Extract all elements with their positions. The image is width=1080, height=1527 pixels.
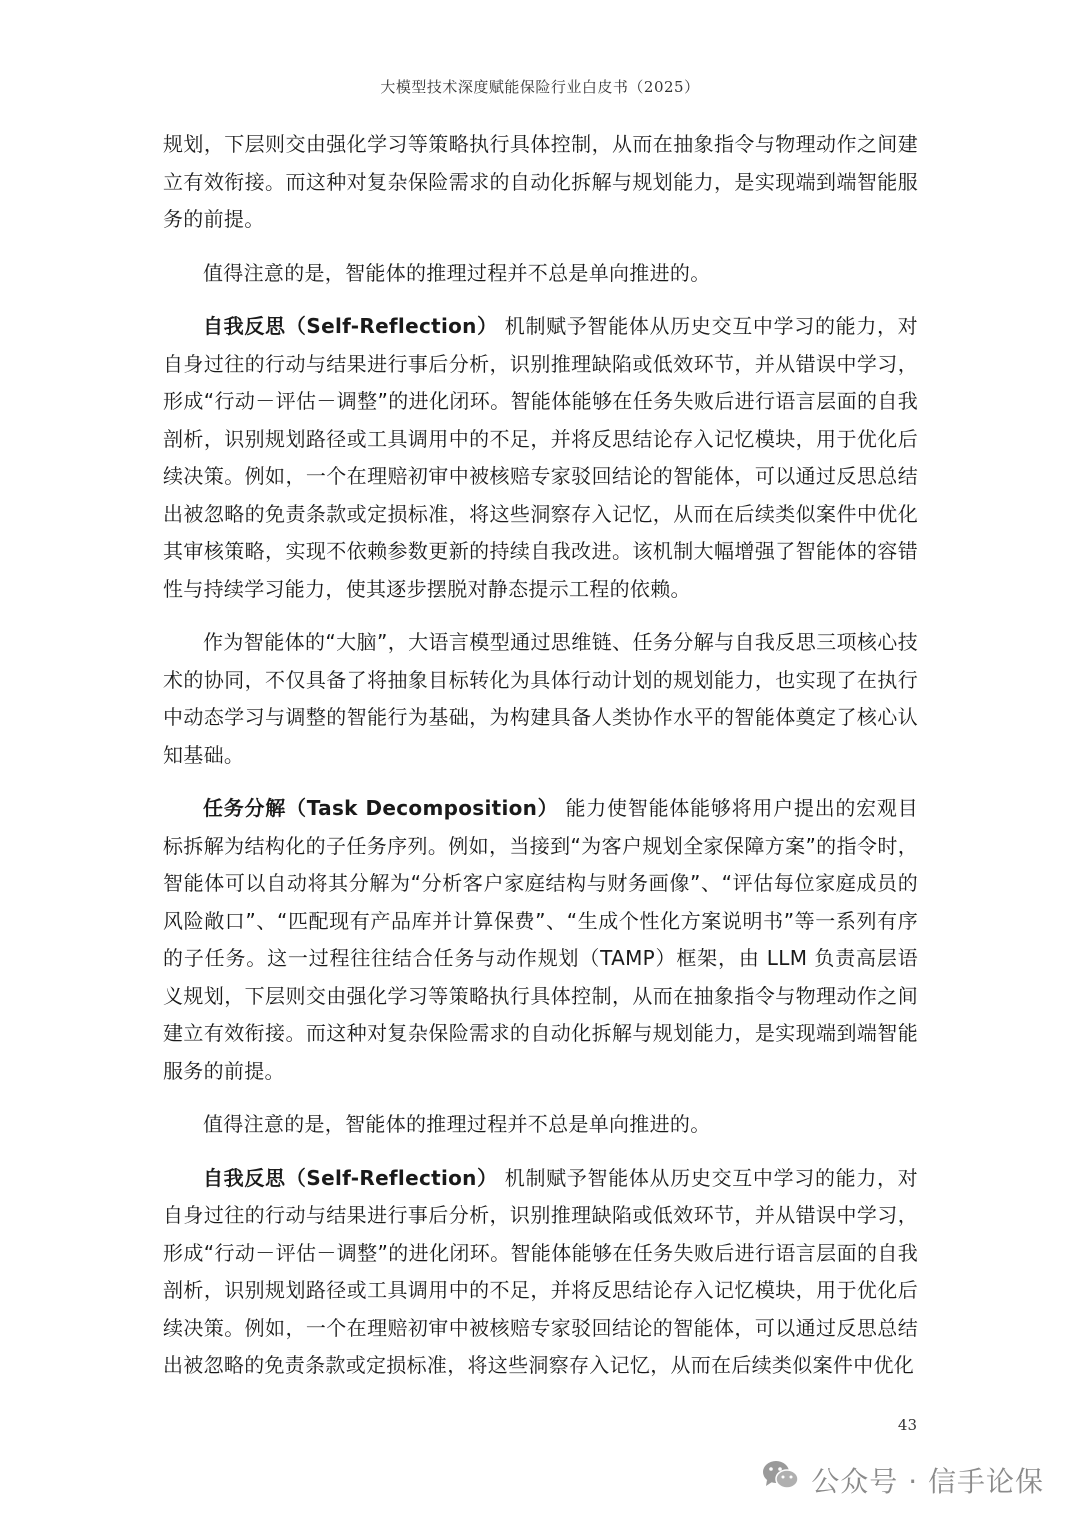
paragraph-text: 规划，下层则交由强化学习等策略执行具体控制，从而在抽象指令与物理动作之间建立有效衔接。而这种对复杂保险需求的自动化拆解与规划能力，是实现端到端智能服务的前提。 xyxy=(163,132,918,231)
term-heading: 任务分解（Task Decomposition） xyxy=(203,796,559,820)
paragraph-text: 作为智能体的“大脑”，大语言模型通过思维链、任务分解与自我反思三项核心技术的协同，不仅具备了将抽象目标转化为具体行动计划的规划能力，也实现了在执行中动态学习与调整的智能行为基础，为构建具备人类协作水平的智能体奠定了核心认知基础。 xyxy=(163,630,918,767)
paragraph xyxy=(163,308,918,608)
paragraph xyxy=(163,624,918,774)
paragraph xyxy=(163,1160,918,1385)
paragraph xyxy=(163,1106,918,1144)
term-heading: 自我反思（Self-Reflection） xyxy=(203,1165,498,1190)
page-header-title: 大模型技术深度赋能保险行业白皮书（2025） xyxy=(380,78,700,96)
watermark xyxy=(761,1458,1044,1501)
wechat-icon xyxy=(761,1458,801,1501)
term-heading: 自我反思（Self-Reflection） xyxy=(203,314,498,338)
paragraph-text: 机制赋予智能体从历史交互中学习的能力，对自身过往的行动与结果进行事后分析，识别推理缺陷或低效环节，并从错误中学习，形成“行动－评估－调整”的进化闭环。智能体能够在任务失败后进行语言层面的自我剖析，识别规划路径或工具调用中的不足，并将反思结论存入记忆模块，用于优化后续决策。例如，一个在理赔初审中被核赔专家驳回结论的智能体，可以通过反思总结出被忽略的免责条款或定损标准，将这些洞察存入记忆，从而在后续类似案件中优化 xyxy=(163,1165,918,1377)
watermark-text: 公众号 · 信手论保 xyxy=(811,1464,1044,1498)
paragraph-text: 值得注意的是，智能体的推理过程并不总是单向推进的。 xyxy=(203,260,711,285)
paragraph xyxy=(163,255,918,293)
paragraph xyxy=(163,790,918,1090)
document-body xyxy=(163,126,918,1401)
paragraph-text: 能力使智能体能够将用户提出的宏观目标拆解为结构化的子任务序列。例如，当接到“为客户规划全家保障方案”的指令时，智能体可以自动将其分解为“分析客户家庭结构与财务画像”、“评估每位家庭成员的风险敞口”、“匹配现有产品库并计算保费”、“生成个性化方案说明书”等一系列有序的子任务。这一过程往往结合任务与动作规划（TAMP）框架，由 LLM 负责高层语义规划，下层则交由强化学习等策略执行具体控制，从而在抽象指令与物理动作之间建立有效衔接。而这种对复杂保险需求的自动化拆解与规划能力，是实现端到端智能服务的前提。 xyxy=(163,796,918,1083)
paragraph-text: 值得注意的是，智能体的推理过程并不总是单向推进的。 xyxy=(203,1112,711,1136)
paragraph xyxy=(163,126,918,239)
paragraph-text: 机制赋予智能体从历史交互中学习的能力，对自身过往的行动与结果进行事后分析，识别推理缺陷或低效环节，并从错误中学习，形成“行动－评估－调整”的进化闭环。智能体能够在任务失败后进行语言层面的自我剖析，识别规划路径或工具调用中的不足，并将反思结论存入记忆模块，用于优化后续决策。例如，一个在理赔初审中被核赔专家驳回结论的智能体，可以通过反思总结出被忽略的免责条款或定损标准，将这些洞察存入记忆，从而在后续类似案件中优化其审核策略，实现不依赖参数更新的持续自我改进。该机制大幅增强了智能体的容错性与持续学习能力，使其逐步摆脱对静态提示工程的依赖。 xyxy=(163,314,918,601)
page-number: 43 xyxy=(897,1416,917,1434)
